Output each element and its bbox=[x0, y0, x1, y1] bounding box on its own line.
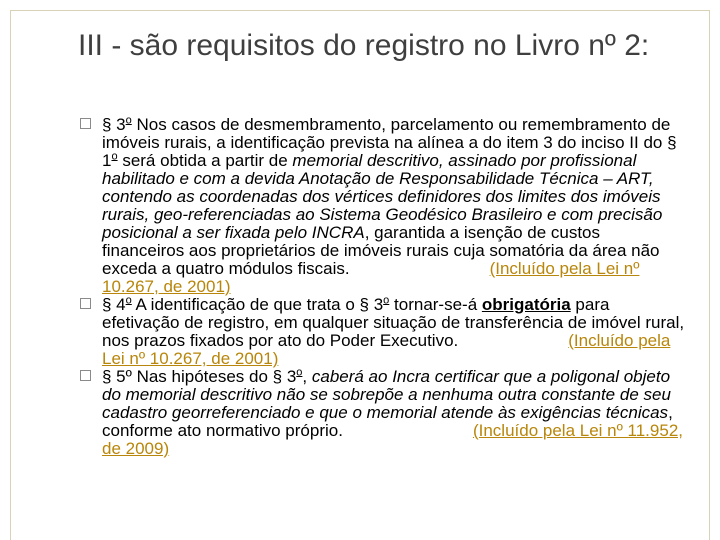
paragraph-number: § 5º Nas hipóteses do § 3 bbox=[102, 367, 297, 386]
list-item bbox=[78, 296, 686, 368]
paragraph-text: , conforme ato normativo próprio. bbox=[102, 403, 673, 440]
paragraph-text: Nos casos de desmembramento, parcelamento ou remembramento de imóveis rurais, a identificação prevista na alínea a do item 3 do inciso II do § 1 bbox=[102, 115, 677, 170]
list-item bbox=[78, 116, 686, 296]
paragraph-text: será obtida a partir de bbox=[117, 151, 293, 170]
law-reference-link[interactable]: (Incluído pela Lei nº 10.267, de 2001) bbox=[102, 259, 640, 296]
paragraph-text: A identificação de que trata o § 3 bbox=[131, 295, 384, 314]
slide-title: III - são requisitos do registro no Livro nº 2: bbox=[78, 29, 650, 62]
italic-text: caberá ao Incra certificar que a poligonal objeto do memorial descritivo não se sobrepõe a nenhuma outra constante de seu cadastro georreferenciado e que o memorial atende às exigências técnicas bbox=[102, 367, 671, 422]
paragraph-text: , bbox=[302, 367, 312, 386]
superscript: o bbox=[125, 114, 132, 127]
paragraph-number: § 4 bbox=[102, 295, 126, 314]
checkbox-bullet-icon bbox=[80, 298, 91, 309]
checkbox-bullet-icon bbox=[80, 370, 91, 381]
superscript: o bbox=[125, 294, 132, 307]
checkbox-bullet-icon bbox=[80, 118, 91, 129]
paragraph-text: , garantida a isenção de custos financeiros aos proprietários de imóveis rurais cuja somatória da área não exceda a quatro módulos fiscais. bbox=[102, 223, 660, 278]
law-reference-link[interactable]: (Incluído pela Lei nº 10.267, de 2001) bbox=[102, 331, 671, 368]
slide-body bbox=[78, 116, 686, 458]
paragraph-text: para efetivação de registro, em qualquer situação de transferência de imóvel rural, nos prazos fixados por ato do Poder Executivo. bbox=[102, 295, 685, 350]
list-item bbox=[78, 368, 686, 458]
law-reference-link[interactable]: (Incluído pela Lei nº 11.952, de 2009) bbox=[102, 421, 683, 458]
paragraph-text: tornar-se-á bbox=[389, 295, 482, 314]
superscript: o bbox=[383, 294, 390, 307]
italic-text: memorial descritivo, assinado por profissional habilitado e com a devida Anotação de Responsabilidade Técnica – ART, contendo as coordenadas dos vértices definidores dos limites dos imóveis rurais, geo-referenciadas ao Sistema Geodésico Brasileiro e com precisão posicional a ser fixada pelo INCRA bbox=[102, 151, 663, 242]
superscript: o bbox=[111, 150, 118, 163]
emphasis-text: obrigatória bbox=[481, 295, 571, 314]
paragraph-number: § 3 bbox=[102, 115, 126, 134]
superscript: o bbox=[296, 366, 303, 379]
